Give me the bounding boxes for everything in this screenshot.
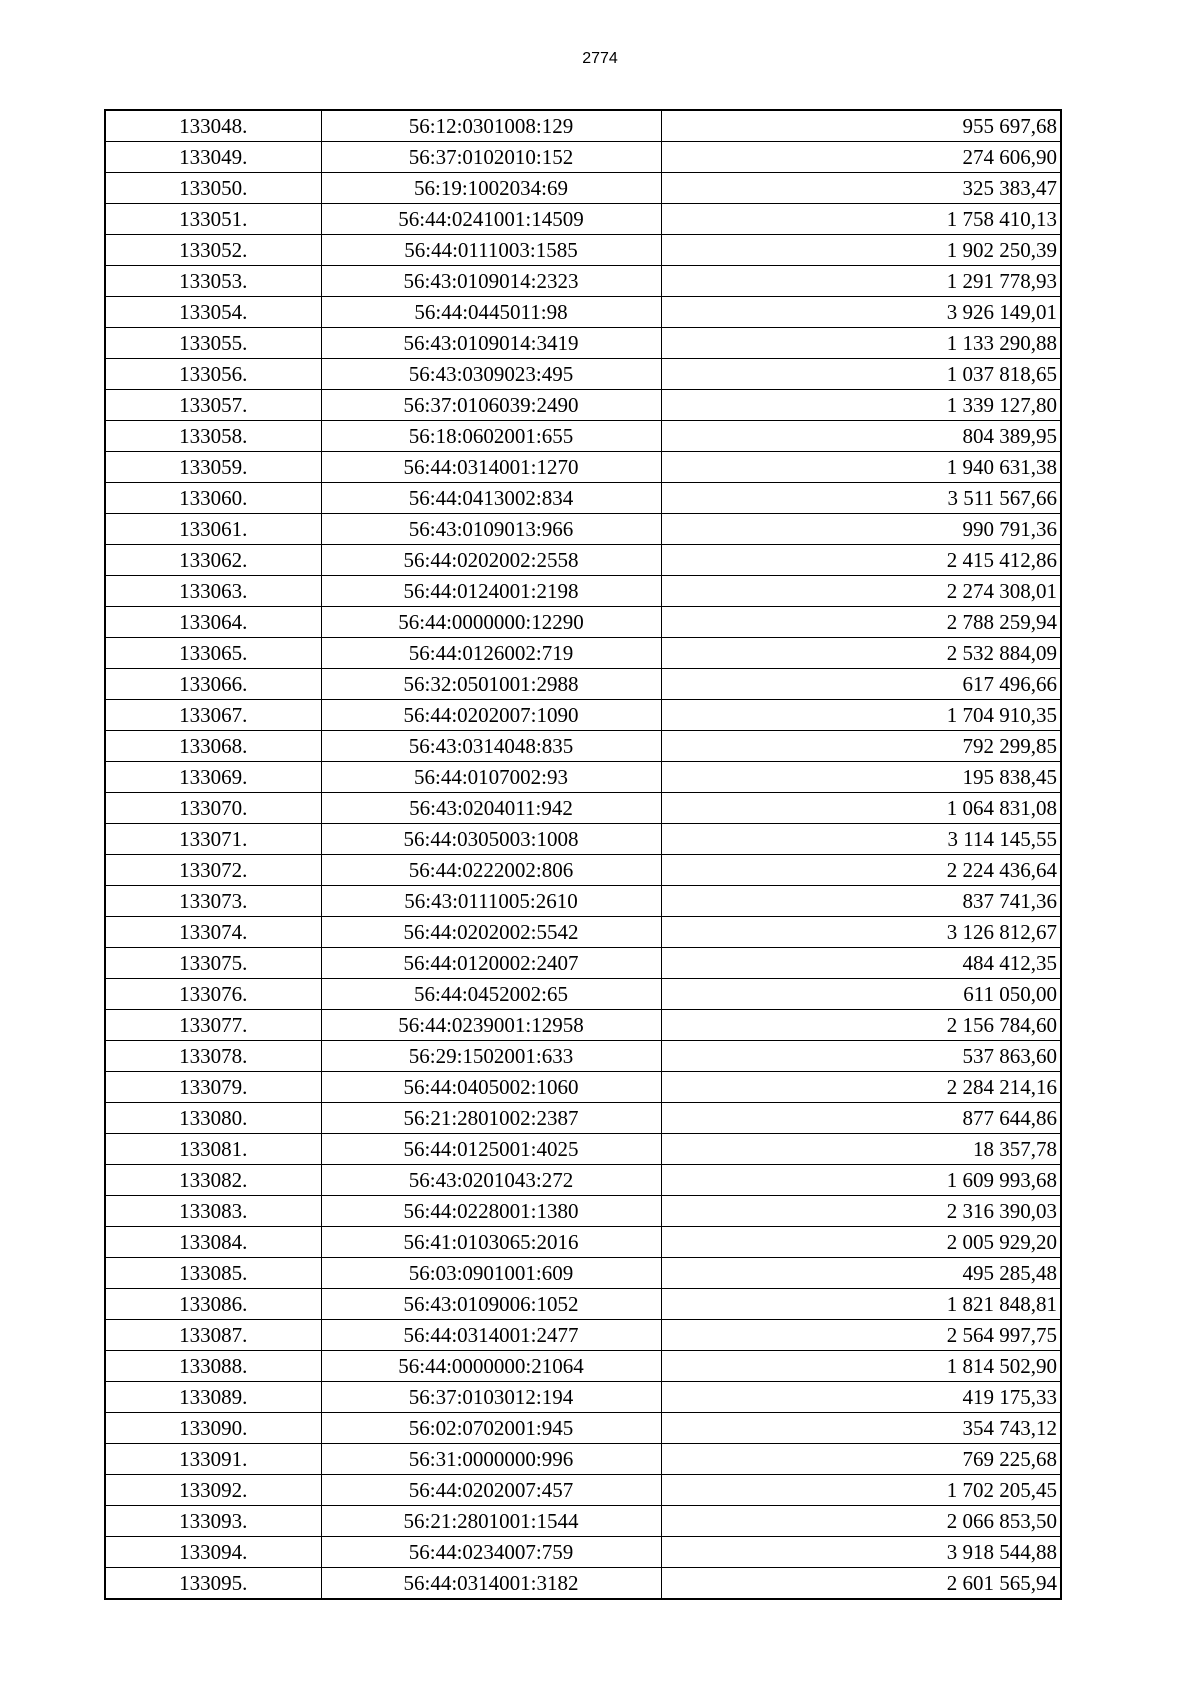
value-cell: 837 741,36 <box>661 886 1061 917</box>
value-cell: 769 225,68 <box>661 1444 1061 1475</box>
cadastral-number-cell: 56:44:0452002:65 <box>321 979 661 1010</box>
table-row <box>105 1382 1061 1413</box>
cadastral-number-cell: 56:44:0120002:2407 <box>321 948 661 979</box>
cadastral-number-cell: 56:44:0107002:93 <box>321 762 661 793</box>
cadastral-number-cell: 56:44:0314001:1270 <box>321 452 661 483</box>
value-cell: 1 704 910,35 <box>661 700 1061 731</box>
cadastral-number-cell: 56:43:0109013:966 <box>321 514 661 545</box>
table-row <box>105 110 1061 142</box>
row-number-cell: 133049. <box>105 142 321 173</box>
cadastral-number-cell: 56:43:0204011:942 <box>321 793 661 824</box>
value-cell: 325 383,47 <box>661 173 1061 204</box>
value-cell: 537 863,60 <box>661 1041 1061 1072</box>
table-row <box>105 669 1061 700</box>
table-row <box>105 297 1061 328</box>
value-cell: 1 702 205,45 <box>661 1475 1061 1506</box>
cadastral-number-cell: 56:43:0109014:2323 <box>321 266 661 297</box>
value-cell: 1 609 993,68 <box>661 1165 1061 1196</box>
table-row <box>105 1103 1061 1134</box>
row-number-cell: 133050. <box>105 173 321 204</box>
cadastral-number-cell: 56:37:0102010:152 <box>321 142 661 173</box>
value-cell: 495 285,48 <box>661 1258 1061 1289</box>
table-row <box>105 390 1061 421</box>
row-number-cell: 133089. <box>105 1382 321 1413</box>
cadastral-number-cell: 56:43:0314048:835 <box>321 731 661 762</box>
row-number-cell: 133079. <box>105 1072 321 1103</box>
table-row <box>105 824 1061 855</box>
cadastral-number-cell: 56:44:0000000:21064 <box>321 1351 661 1382</box>
value-cell: 2 316 390,03 <box>661 1196 1061 1227</box>
table-row <box>105 1010 1061 1041</box>
page-number: 2774 <box>582 50 618 67</box>
cadastral-number-cell: 56:44:0126002:719 <box>321 638 661 669</box>
cadastral-number-cell: 56:43:0109014:3419 <box>321 328 661 359</box>
cadastral-number-cell: 56:44:0202002:2558 <box>321 545 661 576</box>
table-row <box>105 328 1061 359</box>
table-row <box>105 793 1061 824</box>
value-cell: 2 005 929,20 <box>661 1227 1061 1258</box>
value-cell: 1 291 778,93 <box>661 266 1061 297</box>
value-cell: 2 066 853,50 <box>661 1506 1061 1537</box>
table-row <box>105 1351 1061 1382</box>
table-row <box>105 948 1061 979</box>
table-row <box>105 545 1061 576</box>
row-number-cell: 133084. <box>105 1227 321 1258</box>
row-number-cell: 133076. <box>105 979 321 1010</box>
row-number-cell: 133080. <box>105 1103 321 1134</box>
cadastral-number-cell: 56:21:2801002:2387 <box>321 1103 661 1134</box>
cadastral-number-cell: 56:44:0202007:457 <box>321 1475 661 1506</box>
cadastral-number-cell: 56:19:1002034:69 <box>321 173 661 204</box>
table-row <box>105 855 1061 886</box>
table-row <box>105 483 1061 514</box>
cadastral-number-cell: 56:31:0000000:996 <box>321 1444 661 1475</box>
table-row <box>105 142 1061 173</box>
table-row <box>105 359 1061 390</box>
row-number-cell: 133091. <box>105 1444 321 1475</box>
value-cell: 617 496,66 <box>661 669 1061 700</box>
value-cell: 1 339 127,80 <box>661 390 1061 421</box>
cadastral-number-cell: 56:44:0125001:4025 <box>321 1134 661 1165</box>
value-cell: 2 532 884,09 <box>661 638 1061 669</box>
row-number-cell: 133075. <box>105 948 321 979</box>
table-row <box>105 1506 1061 1537</box>
value-cell: 3 114 145,55 <box>661 824 1061 855</box>
table-row <box>105 731 1061 762</box>
table-row <box>105 1413 1061 1444</box>
row-number-cell: 133071. <box>105 824 321 855</box>
table-row <box>105 514 1061 545</box>
row-number-cell: 133073. <box>105 886 321 917</box>
row-number-cell: 133059. <box>105 452 321 483</box>
value-cell: 1 902 250,39 <box>661 235 1061 266</box>
table-row <box>105 235 1061 266</box>
value-cell: 2 274 308,01 <box>661 576 1061 607</box>
cadastral-number-cell: 56:29:1502001:633 <box>321 1041 661 1072</box>
table-row <box>105 1072 1061 1103</box>
table-row <box>105 576 1061 607</box>
table-row <box>105 1537 1061 1568</box>
value-cell: 274 606,90 <box>661 142 1061 173</box>
table-row <box>105 762 1061 793</box>
value-cell: 1 064 831,08 <box>661 793 1061 824</box>
cadastral-number-cell: 56:44:0234007:759 <box>321 1537 661 1568</box>
row-number-cell: 133094. <box>105 1537 321 1568</box>
row-number-cell: 133063. <box>105 576 321 607</box>
row-number-cell: 133061. <box>105 514 321 545</box>
value-cell: 18 357,78 <box>661 1134 1061 1165</box>
value-cell: 2 564 997,75 <box>661 1320 1061 1351</box>
cadastral-number-cell: 56:44:0000000:12290 <box>321 607 661 638</box>
value-cell: 2 788 259,94 <box>661 607 1061 638</box>
cadastral-number-cell: 56:44:0413002:834 <box>321 483 661 514</box>
value-cell: 1 133 290,88 <box>661 328 1061 359</box>
cadastral-number-cell: 56:44:0111003:1585 <box>321 235 661 266</box>
row-number-cell: 133086. <box>105 1289 321 1320</box>
row-number-cell: 133090. <box>105 1413 321 1444</box>
value-cell: 1 037 818,65 <box>661 359 1061 390</box>
row-number-cell: 133066. <box>105 669 321 700</box>
row-number-cell: 133074. <box>105 917 321 948</box>
registry-table-body <box>105 110 1061 1599</box>
table-row <box>105 979 1061 1010</box>
cadastral-number-cell: 56:44:0305003:1008 <box>321 824 661 855</box>
row-number-cell: 133055. <box>105 328 321 359</box>
row-number-cell: 133062. <box>105 545 321 576</box>
row-number-cell: 133070. <box>105 793 321 824</box>
value-cell: 804 389,95 <box>661 421 1061 452</box>
row-number-cell: 133058. <box>105 421 321 452</box>
row-number-cell: 133081. <box>105 1134 321 1165</box>
row-number-cell: 133082. <box>105 1165 321 1196</box>
value-cell: 354 743,12 <box>661 1413 1061 1444</box>
row-number-cell: 133085. <box>105 1258 321 1289</box>
cadastral-number-cell: 56:43:0111005:2610 <box>321 886 661 917</box>
table-row <box>105 1320 1061 1351</box>
table-row <box>105 173 1061 204</box>
row-number-cell: 133068. <box>105 731 321 762</box>
value-cell: 611 050,00 <box>661 979 1061 1010</box>
value-cell: 792 299,85 <box>661 731 1061 762</box>
table-row <box>105 1196 1061 1227</box>
value-cell: 195 838,45 <box>661 762 1061 793</box>
table-row <box>105 917 1061 948</box>
row-number-cell: 133060. <box>105 483 321 514</box>
value-cell: 2 156 784,60 <box>661 1010 1061 1041</box>
table-row <box>105 1227 1061 1258</box>
row-number-cell: 133083. <box>105 1196 321 1227</box>
table-row <box>105 607 1061 638</box>
value-cell: 877 644,86 <box>661 1103 1061 1134</box>
cadastral-number-cell: 56:44:0241001:14509 <box>321 204 661 235</box>
value-cell: 484 412,35 <box>661 948 1061 979</box>
cadastral-number-cell: 56:44:0314001:2477 <box>321 1320 661 1351</box>
table-row <box>105 1289 1061 1320</box>
value-cell: 2 224 436,64 <box>661 855 1061 886</box>
table-row <box>105 1041 1061 1072</box>
cadastral-number-cell: 56:12:0301008:129 <box>321 110 661 142</box>
value-cell: 990 791,36 <box>661 514 1061 545</box>
table-row <box>105 204 1061 235</box>
value-cell: 2 284 214,16 <box>661 1072 1061 1103</box>
value-cell: 3 511 567,66 <box>661 483 1061 514</box>
table-row <box>105 1568 1061 1600</box>
table-row <box>105 452 1061 483</box>
cadastral-number-cell: 56:44:0124001:2198 <box>321 576 661 607</box>
row-number-cell: 133067. <box>105 700 321 731</box>
value-cell: 1 821 848,81 <box>661 1289 1061 1320</box>
cadastral-number-cell: 56:44:0239001:12958 <box>321 1010 661 1041</box>
cadastral-number-cell: 56:21:2801001:1544 <box>321 1506 661 1537</box>
cadastral-number-cell: 56:43:0309023:495 <box>321 359 661 390</box>
cadastral-number-cell: 56:02:0702001:945 <box>321 1413 661 1444</box>
cadastral-number-cell: 56:37:0106039:2490 <box>321 390 661 421</box>
cadastral-number-cell: 56:43:0109006:1052 <box>321 1289 661 1320</box>
row-number-cell: 133072. <box>105 855 321 886</box>
row-number-cell: 133057. <box>105 390 321 421</box>
table-row <box>105 1165 1061 1196</box>
row-number-cell: 133048. <box>105 110 321 142</box>
value-cell: 419 175,33 <box>661 1382 1061 1413</box>
cadastral-number-cell: 56:03:0901001:609 <box>321 1258 661 1289</box>
table-row <box>105 1258 1061 1289</box>
table-row <box>105 638 1061 669</box>
row-number-cell: 133064. <box>105 607 321 638</box>
cadastral-number-cell: 56:18:0602001:655 <box>321 421 661 452</box>
cadastral-number-cell: 56:44:0202007:1090 <box>321 700 661 731</box>
row-number-cell: 133092. <box>105 1475 321 1506</box>
cadastral-number-cell: 56:41:0103065:2016 <box>321 1227 661 1258</box>
value-cell: 1 758 410,13 <box>661 204 1061 235</box>
cadastral-number-cell: 56:44:0228001:1380 <box>321 1196 661 1227</box>
table-row <box>105 266 1061 297</box>
row-number-cell: 133078. <box>105 1041 321 1072</box>
table-row <box>105 1444 1061 1475</box>
row-number-cell: 133077. <box>105 1010 321 1041</box>
value-cell: 3 918 544,88 <box>661 1537 1061 1568</box>
row-number-cell: 133093. <box>105 1506 321 1537</box>
row-number-cell: 133065. <box>105 638 321 669</box>
row-number-cell: 133051. <box>105 204 321 235</box>
table-row <box>105 1475 1061 1506</box>
table-row <box>105 886 1061 917</box>
registry-table <box>104 109 1062 1600</box>
table-row <box>105 700 1061 731</box>
value-cell: 2 601 565,94 <box>661 1568 1061 1600</box>
value-cell: 2 415 412,86 <box>661 545 1061 576</box>
row-number-cell: 133087. <box>105 1320 321 1351</box>
row-number-cell: 133095. <box>105 1568 321 1600</box>
table-row <box>105 421 1061 452</box>
value-cell: 1 940 631,38 <box>661 452 1061 483</box>
row-number-cell: 133052. <box>105 235 321 266</box>
table-row <box>105 1134 1061 1165</box>
value-cell: 3 126 812,67 <box>661 917 1061 948</box>
row-number-cell: 133088. <box>105 1351 321 1382</box>
cadastral-number-cell: 56:32:0501001:2988 <box>321 669 661 700</box>
cadastral-number-cell: 56:44:0445011:98 <box>321 297 661 328</box>
cadastral-number-cell: 56:44:0405002:1060 <box>321 1072 661 1103</box>
row-number-cell: 133056. <box>105 359 321 390</box>
row-number-cell: 133053. <box>105 266 321 297</box>
cadastral-number-cell: 56:37:0103012:194 <box>321 1382 661 1413</box>
row-number-cell: 133069. <box>105 762 321 793</box>
value-cell: 955 697,68 <box>661 110 1061 142</box>
cadastral-number-cell: 56:43:0201043:272 <box>321 1165 661 1196</box>
value-cell: 1 814 502,90 <box>661 1351 1061 1382</box>
value-cell: 3 926 149,01 <box>661 297 1061 328</box>
row-number-cell: 133054. <box>105 297 321 328</box>
cadastral-number-cell: 56:44:0222002:806 <box>321 855 661 886</box>
cadastral-number-cell: 56:44:0202002:5542 <box>321 917 661 948</box>
cadastral-number-cell: 56:44:0314001:3182 <box>321 1568 661 1600</box>
